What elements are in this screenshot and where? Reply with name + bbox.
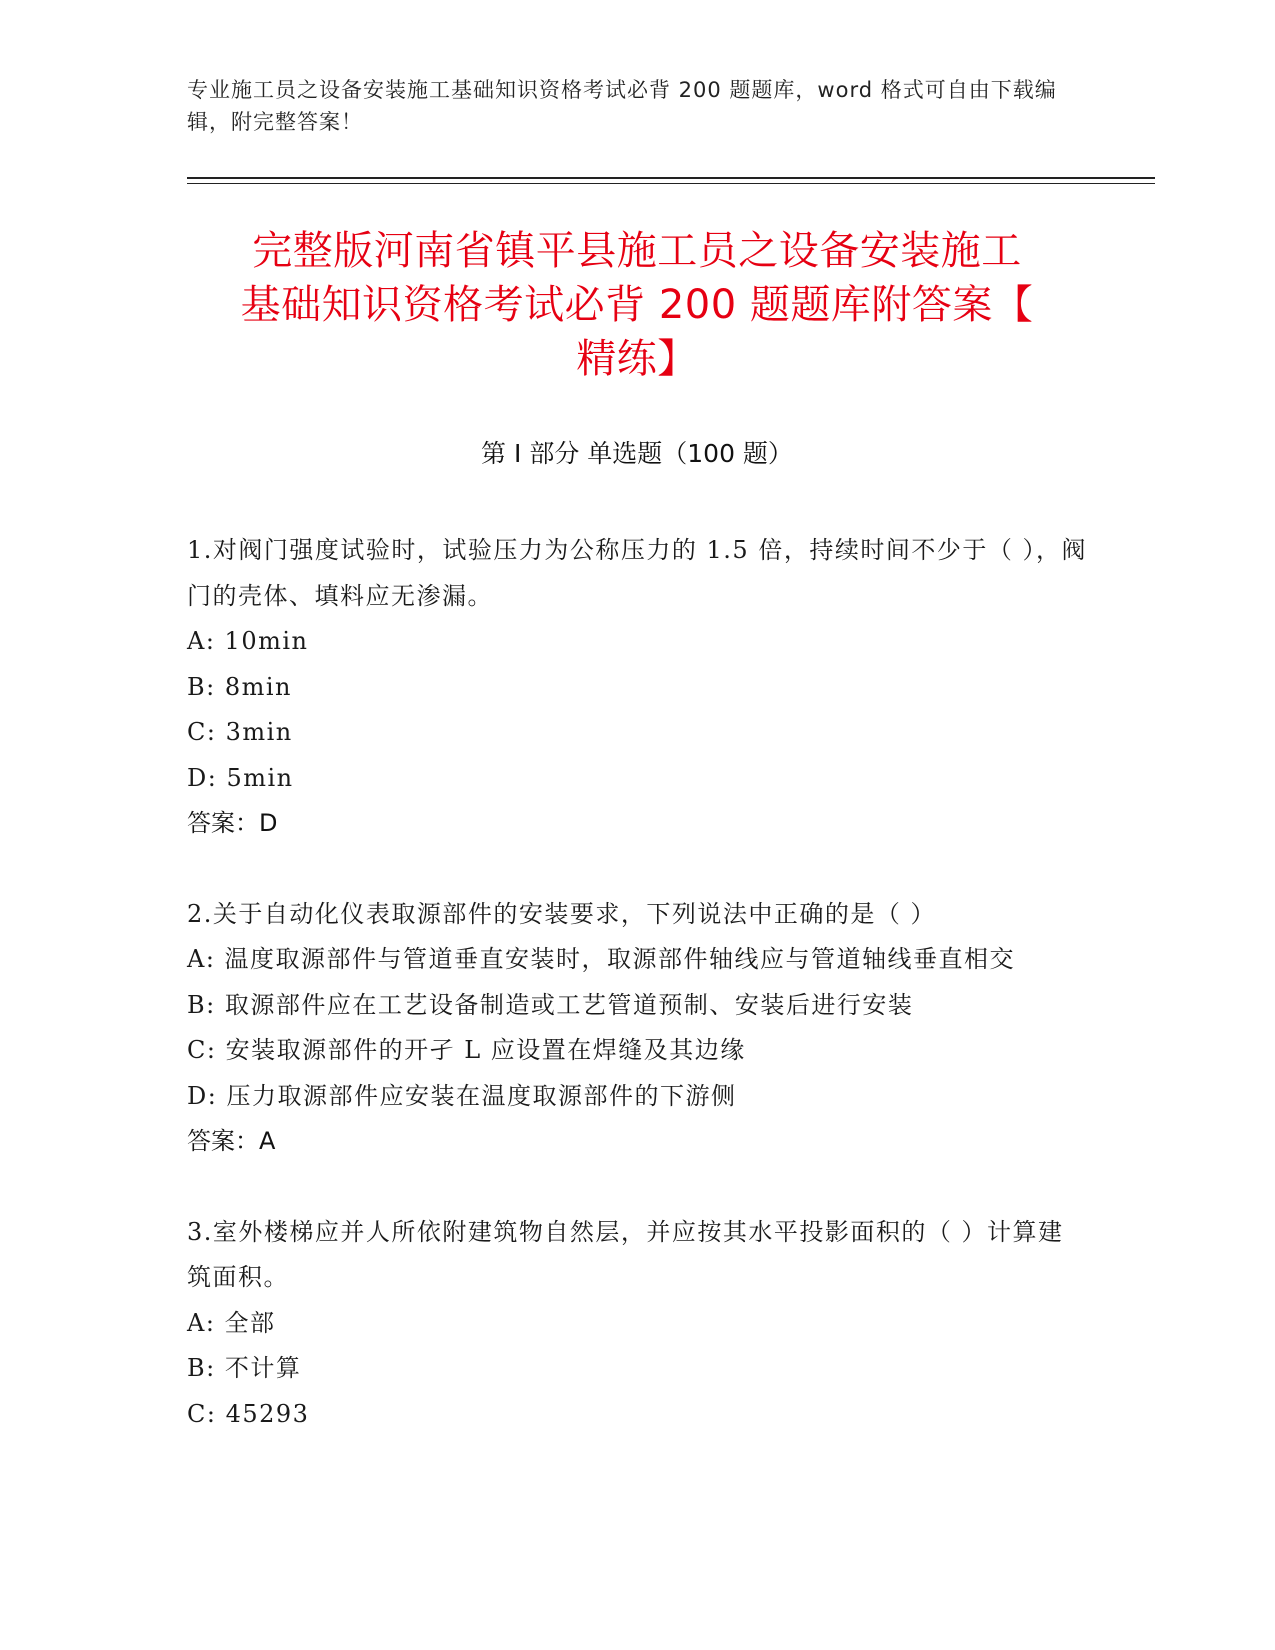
title-line-3: 精练】 bbox=[576, 336, 698, 382]
document-title bbox=[187, 224, 1087, 386]
option-c: C: 安装取源部件的开孑 L 应设置在焊缝及其边缘 bbox=[187, 1036, 746, 1064]
question-spacer bbox=[187, 847, 1087, 892]
question-text: 1.对阀门强度试验时，试验压力为公称压力的 1.5 倍，持续时间不少于（ ），阀门的壳体、填料应无渗漏。 bbox=[187, 536, 1087, 610]
option-b: B: 不计算 bbox=[187, 1354, 302, 1382]
question-2 bbox=[187, 892, 1087, 1165]
header-divider-thick bbox=[187, 177, 1155, 179]
question-text: 3.室外楼梯应并人所依附建筑物自然层，并应按其水平投影面积的（ ）计算建筑面积。 bbox=[187, 1217, 1064, 1291]
option-a: A: 全部 bbox=[187, 1308, 276, 1337]
answer-line: 答案：D bbox=[187, 809, 278, 837]
section-heading: 第 I 部分 单选题（100 题） bbox=[481, 439, 793, 468]
question-text: 2.关于自动化仪表取源部件的安装要求，下列说法中正确的是（ ） bbox=[187, 899, 937, 928]
title-line-2: 基础知识资格考试必背 200 题题库附答案【 bbox=[240, 282, 1034, 328]
question-1 bbox=[187, 528, 1087, 847]
option-d: D: 5min bbox=[187, 763, 294, 792]
option-b: B: 取源部件应在工艺设备制造或工艺管道预制、安装后进行安装 bbox=[187, 990, 914, 1019]
option-c: C: 45293 bbox=[187, 1399, 310, 1428]
answer-line: 答案：A bbox=[187, 1127, 276, 1155]
option-a: A: 10min bbox=[187, 627, 309, 655]
option-b: B: 8min bbox=[187, 672, 293, 701]
question-3 bbox=[187, 1210, 1087, 1438]
question-spacer bbox=[187, 1165, 1087, 1210]
option-a: A: 温度取源部件与管道垂直安装时，取源部件轴线应与管道轴线垂直相交 bbox=[187, 945, 1016, 973]
header-note: 专业施工员之设备安装施工基础知识资格考试必背 200 题题库，word 格式可自由下载编辑，附完整答案！ bbox=[187, 78, 1057, 134]
header-divider-thin bbox=[187, 183, 1155, 184]
option-c: C: 3min bbox=[187, 718, 293, 746]
title-line-1: 完整版河南省镇平县施工员之设备安装施工 bbox=[252, 228, 1022, 274]
question-list bbox=[187, 528, 1087, 1437]
option-d: D: 压力取源部件应安装在温度取源部件的下游侧 bbox=[187, 1081, 737, 1110]
